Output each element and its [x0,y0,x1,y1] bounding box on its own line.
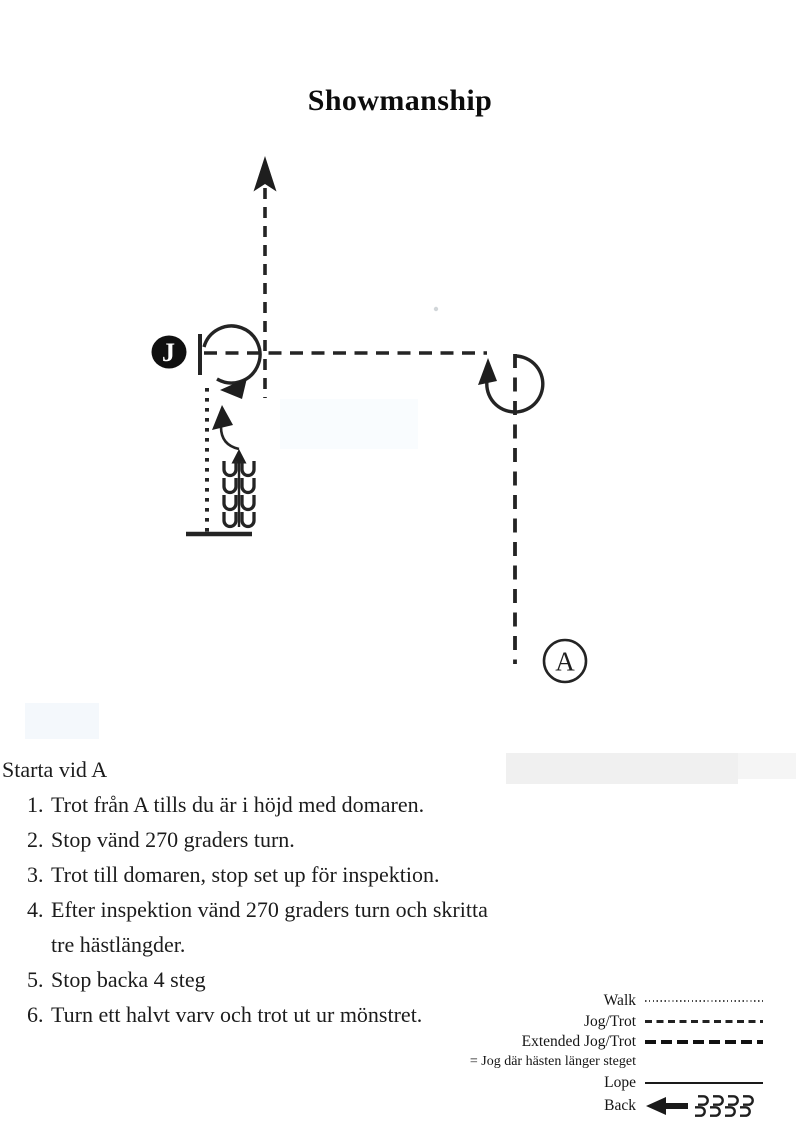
instruction-text: Stop backa 4 steg [51,967,206,992]
hoofprint-icon [224,512,236,527]
instruction-text: Trot till domaren, stop set up för inspektion. [51,862,440,887]
legend-line-jog-trot [645,1020,763,1022]
legend-row-extended-jog-trot [470,1032,763,1052]
legend-label: Lope [604,1073,636,1091]
instruction-number: 3. [27,862,44,887]
legend-label: Back [604,1096,636,1114]
legend-row-walk [470,991,763,1011]
start-label: A [555,646,575,677]
legend-line-extended-jog-trot [645,1040,763,1044]
hoofprint-icon [242,495,254,510]
turn-270-right-arrowhead-icon [478,358,497,385]
hoofprint-icon [242,512,254,527]
hoofprint-icon [224,495,236,510]
instruction-item [0,857,630,892]
legend-label: Walk [603,992,636,1010]
instruction-text: Turn ett halvt varv och trot ut ur mönstret. [51,1002,423,1027]
hoofprint-icon [242,478,254,493]
instruction-text: Stop vänd 270 graders turn. [51,827,295,852]
half-turn-arrowhead-icon [212,405,233,430]
exit-arrow-icon [254,156,277,192]
instruction-text-line2: tre hästlängder. [51,932,186,957]
instruction-number: 6. [27,1002,44,1027]
legend-label: Jog/Trot [584,1012,636,1030]
legend-note: = Jog där hästen länger steget [469,1054,636,1070]
instruction-text-line1: Efter inspektion vänd 270 graders turn och skritta [51,897,488,922]
instruction-number: 2. [27,827,44,852]
legend-row-back [470,1093,763,1119]
instruction-item [0,892,630,962]
legend-row-lope [470,1073,763,1093]
hoofprint-icon [224,478,236,493]
instruction-intro: Starta vid A [2,757,108,782]
scan-speck [434,307,438,311]
instruction-number: 5. [27,967,44,992]
legend-row-jog-trot [470,1011,763,1031]
legend-line-walk [645,1000,763,1002]
back-arrow-icon [646,1097,688,1115]
instruction-item [0,822,630,857]
instruction-item [0,787,630,822]
legend-line-lope [645,1082,763,1084]
legend-row-note [470,1052,763,1072]
legend-label: Extended Jog/Trot [521,1032,636,1050]
instructions [0,752,630,1032]
back-up-arrowhead-icon [232,449,247,464]
instruction-text [51,892,488,962]
hoofprints-icon [695,1096,753,1115]
half-turn-arrow-icon [221,427,239,449]
legend-line-back [645,1093,763,1119]
instruction-number: 4. [27,897,44,922]
judge-label: J [162,338,175,367]
legend [470,991,763,1119]
page-title: Showmanship [307,84,493,117]
instruction-number: 1. [27,792,44,817]
instruction-text: Trot från A tills du är i höjd med domaren. [51,792,425,817]
